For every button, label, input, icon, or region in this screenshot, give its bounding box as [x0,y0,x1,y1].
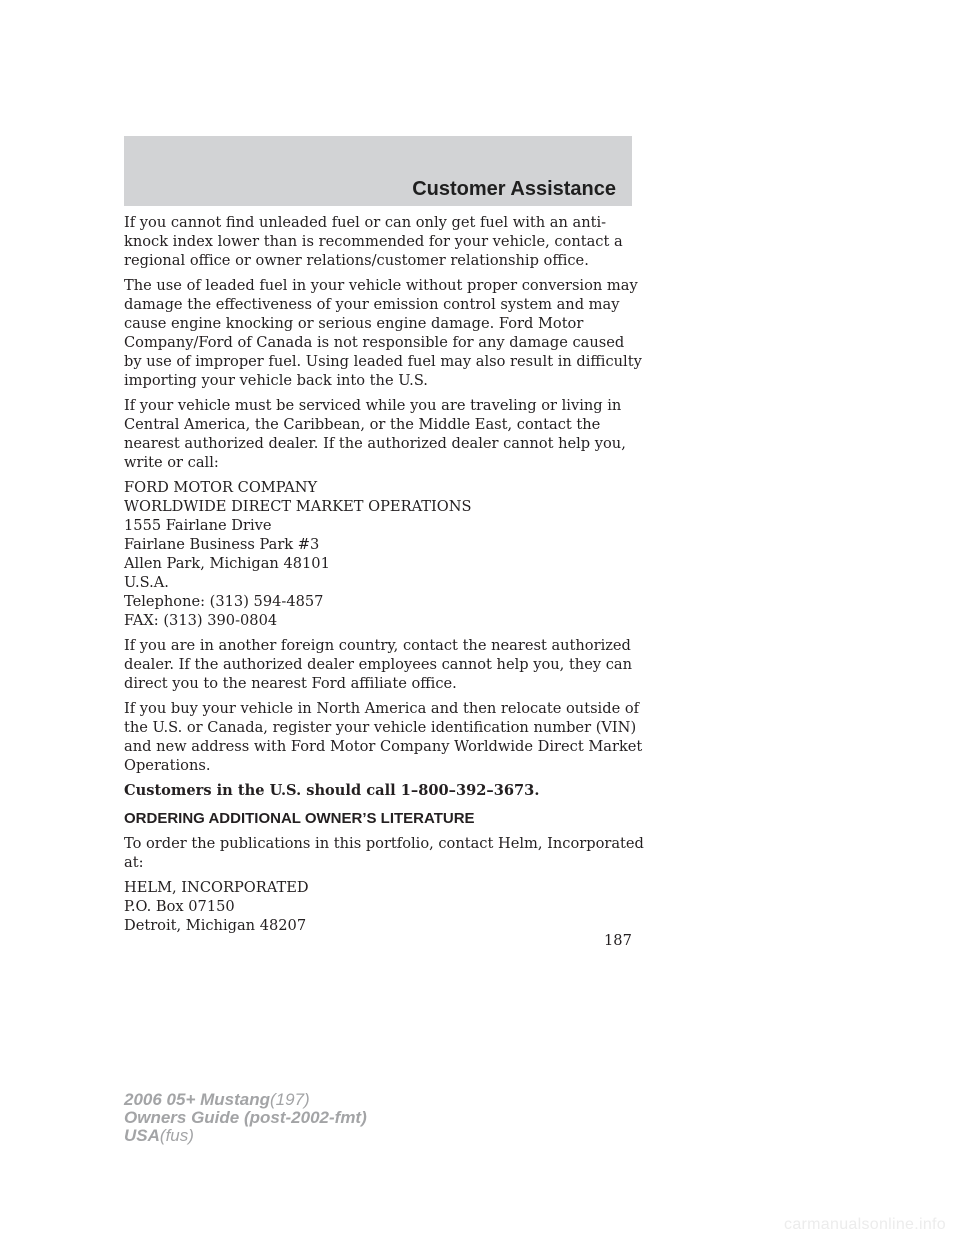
footer-guide: Owners Guide (post-2002-fmt) [124,1108,367,1127]
watermark: carmanualsonline.info [784,1216,946,1233]
telephone-line: Telephone: (313) 594-4857 [124,593,324,610]
address-line: U.S.A. [124,574,169,591]
address-line: Fairlane Business Park #3 [124,536,320,553]
address-line: FORD MOTOR COMPANY [124,479,318,496]
footer-line [124,1109,367,1127]
paragraph: If your vehicle must be serviced while you are traveling or living in Central America, the Caribbean, or the Middle East, contact the nearest authorized dealer. If the authorized dealer cannot help you, write or call: [124,397,626,471]
footer-code: (197) [270,1090,310,1109]
section-title: Customer Assistance [412,178,616,200]
helm-address-block [124,878,644,935]
document-footer [124,1091,367,1145]
address-line: WORLDWIDE DIRECT MARKET OPERATIONS [124,498,472,515]
address-line: 1555 Fairlane Drive [124,517,272,534]
address-line: Detroit, Michigan 48207 [124,917,307,934]
footer-market-code: (fus) [159,1126,194,1145]
paragraph: If you cannot find unleaded fuel or can only get fuel with an anti-knock index lower than is recommended for your vehicle, contact a regional office or owner relations/customer relationship office. [124,214,623,269]
paragraph: To order the publications in this portfolio, contact Helm, Incorporated at: [124,835,644,871]
paragraph: The use of leaded fuel in your vehicle without proper conversion may damage the effectiveness of your emission control system and may cause engine knocking or serious engine damage. Ford Motor Company/Ford of Canada is not responsible for any damage caused by use of improper fuel. Using leaded fuel may also result in difficulty importing your vehicle back into the U.S. [124,277,642,389]
section-header-band [124,136,632,206]
paragraph: If you are in another foreign country, contact the nearest authorized dealer. If the authorized dealer employees cannot help you, they can direct you to the nearest Ford affiliate office. [124,637,633,692]
address-line: P.O. Box 07150 [124,898,235,915]
footer-line [124,1127,367,1145]
address-line: Allen Park, Michigan 48101 [124,555,330,572]
address-line: HELM, INCORPORATED [124,879,309,896]
ford-address-block [124,478,644,630]
us-phone-note: Customers in the U.S. should call 1–800–392–3673. [124,782,540,799]
section-heading: ORDERING ADDITIONAL OWNER’S LITERATURE [124,810,475,827]
page-number: 187 [604,932,632,949]
fax-line: FAX: (313) 390-0804 [124,612,278,629]
footer-model: 2006 05+ Mustang [124,1090,270,1109]
footer-line [124,1091,367,1109]
footer-market: USA [124,1126,160,1145]
paragraph: If you buy your vehicle in North America and then relocate outside of the U.S. or Canada, register your vehicle identification number (VIN) and new address with Ford Motor Company Worldwide Direct Market Operations. [124,700,643,774]
page-content [124,213,644,941]
